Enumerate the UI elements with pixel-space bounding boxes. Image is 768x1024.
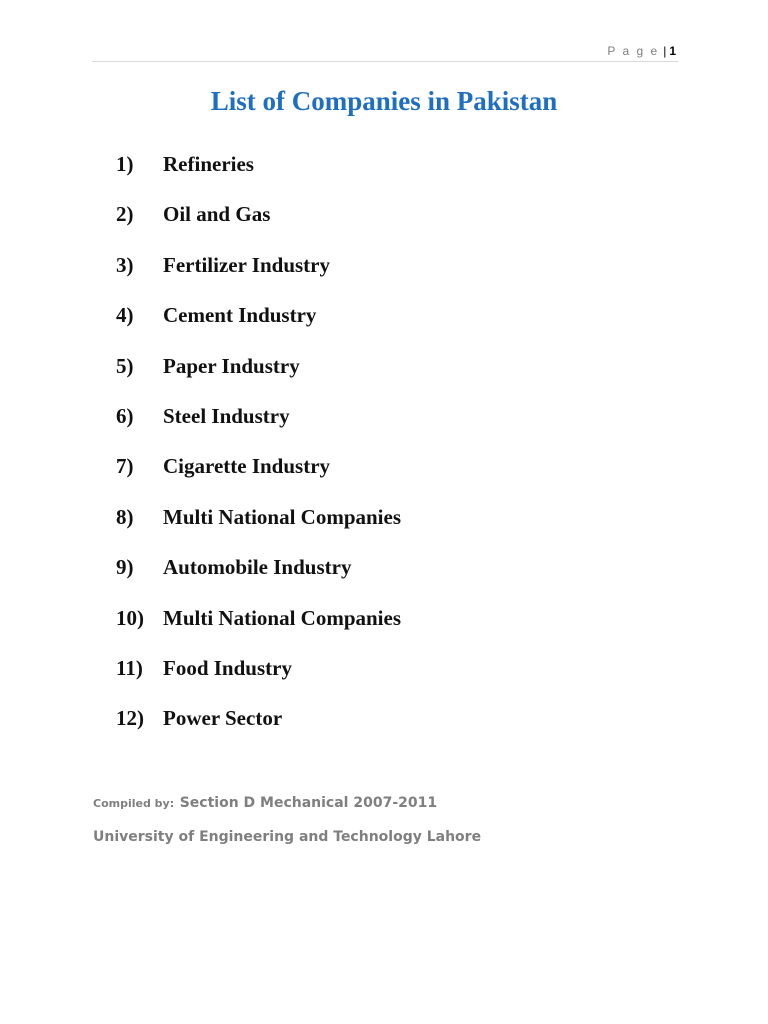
list-item-number: 1) [116,152,134,176]
list-item-number: 11) [116,655,143,680]
list-item-label: Fertilizer Industry [163,252,330,277]
list-item-label: Automobile Industry [163,555,352,580]
list-item [116,202,401,252]
list-item [116,656,401,706]
list-item-label: Multi National Companies [163,504,402,529]
compiled-by-prefix: Compiled by: [93,797,175,810]
list-item-number: 7) [116,454,134,479]
list-item-number: 2) [116,202,134,227]
document-title: List of Companies in Pakistan [210,86,558,116]
page-header [607,44,676,58]
list-item-number: 12) [116,706,144,731]
list-item-number: 8) [116,504,134,529]
page-number: 1 [669,44,676,58]
list-item-label: Steel Industry [163,403,290,428]
university-name: University of Engineering and Technology Lahore [93,829,482,845]
list-item [116,454,401,504]
page-label: P a g e [607,44,660,58]
list-item-label: Food Industry [163,655,292,680]
list-item-label: Oil and Gas [163,202,271,227]
list-item-label: Power Sector [163,706,283,731]
company-category-list [116,152,401,757]
list-item-label: Cigarette Industry [163,454,331,479]
list-item-number: 4) [116,303,134,328]
list-item [116,706,401,756]
list-item-number: 10) [116,605,144,630]
compiled-by-value: Section D Mechanical 2007-2011 [179,795,438,811]
list-item-number: 3) [116,252,134,277]
list-item [116,555,401,605]
list-item [116,354,401,404]
header-rule [92,61,678,62]
compiled-by-line [93,792,437,811]
list-item-number: 5) [116,353,134,378]
list-item [116,404,401,454]
list-item-number: 6) [116,403,134,428]
list-item-number: 9) [116,555,134,580]
page-separator: | [663,44,667,58]
list-item [116,253,401,303]
list-item-label: Multi National Companies [163,605,402,630]
list-item-label: Refineries [163,152,254,176]
list-item [116,152,401,202]
list-item [116,606,401,656]
list-item-label: Cement Industry [163,303,317,328]
list-item [116,303,401,353]
list-item-label: Paper Industry [163,353,300,378]
list-item [116,505,401,555]
